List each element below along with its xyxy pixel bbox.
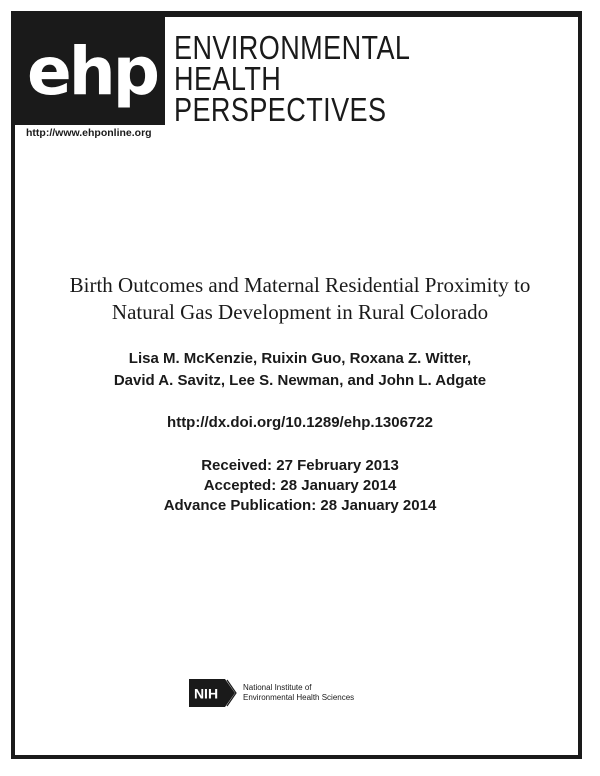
nih-chevron-icon [189,679,237,707]
received-date: Received: 27 February 2013 [201,457,399,474]
article-title [0,272,600,326]
institute-line: National Institute of [243,683,312,692]
journal-name-line: ENVIRONMENTAL [174,29,411,66]
advance-publication-date: Advance Publication: 28 January 2014 [163,497,437,514]
doi-link[interactable]: http://dx.doi.org/10.1289/ehp.1306722 [167,414,433,431]
title-line: Natural Gas Development in Rural Colorado [111,300,489,324]
journal-name [174,29,411,128]
institute-name [243,683,354,703]
ehp-logo [11,11,165,125]
logo-text: ehp [27,33,157,110]
author-line: David A. Savitz, Lee S. Newman, and John L. Adgate [113,372,487,389]
nih-logo [189,679,354,707]
author-line: Lisa M. McKenzie, Ruixin Guo, Roxana Z. Witter, [128,350,472,367]
author-list [0,348,600,392]
title-line: Birth Outcomes and Maternal Residential Proximity to [69,273,531,297]
publication-dates [0,456,600,516]
nih-abbrev: NIH [193,685,219,702]
accepted-date: Accepted: 28 January 2014 [203,477,397,494]
journal-url-link[interactable]: http://www.ehponline.org [26,127,152,139]
institute-line: Environmental Health Sciences [243,693,355,702]
journal-name-line: PERSPECTIVES [174,91,387,128]
journal-name-line: HEALTH [174,60,282,97]
